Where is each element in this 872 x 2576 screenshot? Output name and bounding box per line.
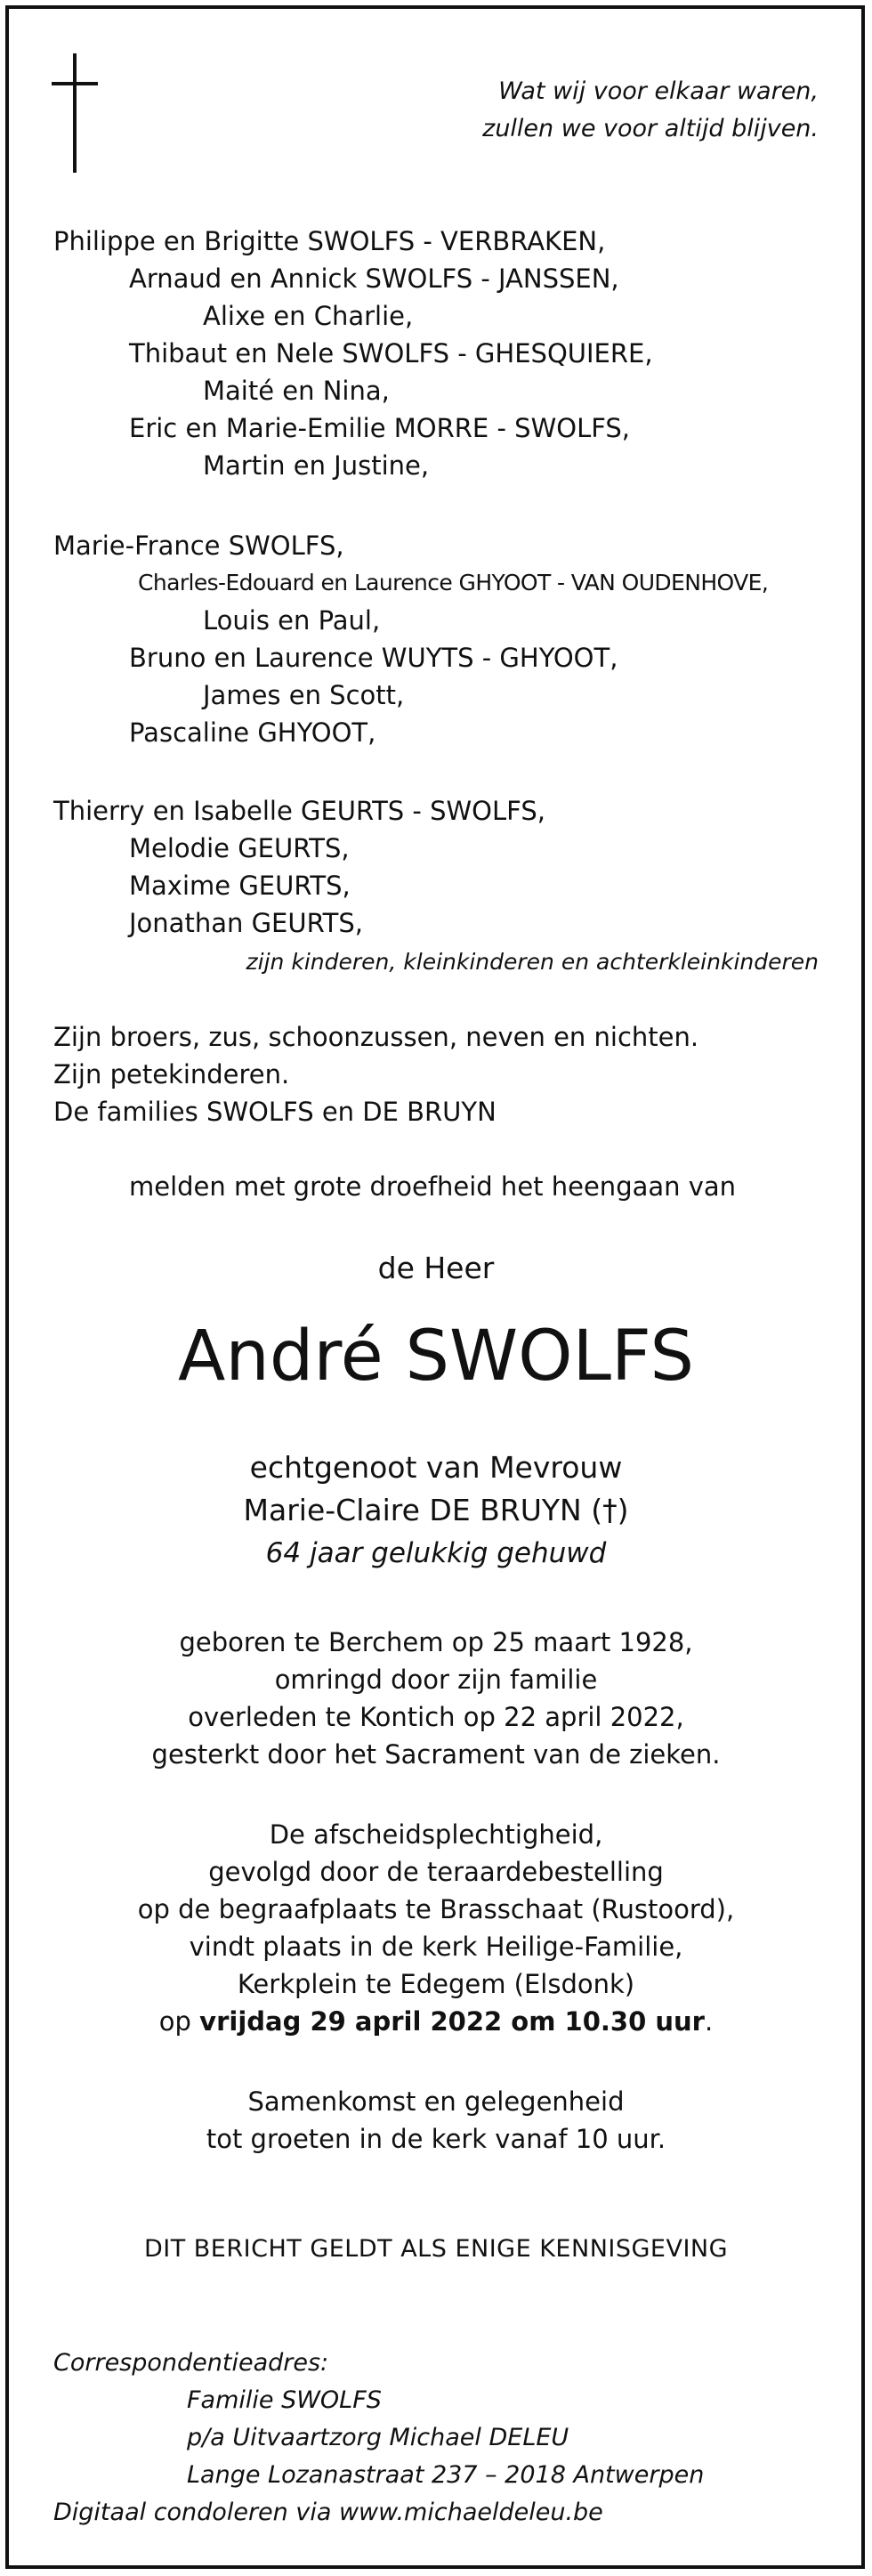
family-line: Melodie GEURTS, [129, 833, 350, 863]
family-line: Charles-Edouard en Laurence GHYOOT - VAN OUDENHOVE, [138, 570, 769, 595]
family-line: James en Scott, [203, 680, 405, 710]
family-line: Louis en Paul, [203, 605, 381, 636]
relatives-line: Zijn petekinderen. [53, 1059, 290, 1090]
spouse-name: Marie-Claire DE BRUYN (†) [243, 1493, 629, 1527]
family-line: Thierry en Isabelle GEURTS - SWOLFS, [53, 796, 545, 826]
family-line: Martin en Justine, [203, 450, 430, 481]
family-line: Thibaut en Nele SWOLFS - GHESQUIERE, [129, 338, 653, 369]
relatives-line: De families SWOLFS en DE BRUYN [53, 1097, 497, 1127]
date-prefix: op [158, 2006, 200, 2037]
family-line: Maxime GEURTS, [129, 871, 351, 901]
family-line: Marie-France SWOLFS, [53, 531, 344, 561]
notice: DIT BERICHT GELDT ALS ENIGE KENNISGEVING [143, 2235, 729, 2263]
motto-line: zullen we voor altijd blijven. [482, 115, 819, 142]
motto-line: Wat wij voor elkaar waren, [498, 77, 819, 105]
ceremony-line: Kerkplein te Edegem (Elsdonk) [237, 1969, 635, 1999]
motto [482, 73, 819, 148]
correspondence-line: Lange Lozanastraat 237 – 2018 Antwerpen [187, 2461, 705, 2489]
family-line: Eric en Marie-Emilie MORRE - SWOLFS, [129, 413, 631, 443]
spouse-line: echtgenoot van Mevrouw [249, 1450, 623, 1485]
ceremony-line: vindt plaats in de kerk Heilige-Familie, [189, 1932, 683, 1962]
family-line: Arnaud en Annick SWOLFS - JANSSEN, [129, 263, 619, 294]
deceased-name: André SWOLFS [178, 1316, 694, 1397]
family-line: Alixe en Charlie, [203, 301, 414, 331]
correspondence-line: Familie SWOLFS [187, 2386, 382, 2414]
ceremony-line: op de begraafplaats te Brasschaat (Rustoord), [137, 1894, 735, 1924]
relatives-line: Zijn broers, zus, schoonzussen, neven en nichten. [53, 1022, 699, 1052]
announcement: melden met grote droefheid het heengaan van [129, 1171, 737, 1202]
family-line: Philippe en Brigitte SWOLFS - VERBRAKEN, [53, 226, 606, 256]
ceremony-date: vrijdag 29 april 2022 om 10.30 uur [199, 2006, 705, 2037]
life-line: omringd door zijn familie [274, 1665, 598, 1695]
family-line: Maité en Nina, [203, 376, 390, 406]
title: de Heer [377, 1251, 495, 1285]
correspondence-line: p/a Uitvaartzorg Michael DELEU [187, 2424, 569, 2451]
ceremony-date-line [0, 2003, 872, 2040]
page-border [5, 5, 865, 2569]
family-line: Pascaline GHYOOT, [129, 717, 376, 748]
family-line: Jonathan GEURTS, [129, 908, 363, 938]
relation-note: zijn kinderen, kleinkinderen en achterkleinkinderen [246, 949, 819, 975]
life-line: overleden te Kontich op 22 april 2022, [188, 1702, 684, 1732]
gathering-line: tot groeten in de kerk vanaf 10 uur. [206, 2124, 666, 2154]
life-line: geboren te Berchem op 25 maart 1928, [179, 1627, 693, 1657]
condolence-link[interactable]: Digitaal condoleren via www.michaeldeleu.be [53, 2499, 603, 2526]
ceremony-line: De afscheidsplechtigheid, [269, 1819, 603, 1850]
correspondence-label: Correspondentieadres: [53, 2349, 329, 2377]
life-line: gesterkt door het Sacrament van de zieken. [151, 1739, 721, 1770]
married-years: 64 jaar gelukkig gehuwd [265, 1537, 607, 1569]
ceremony-line: gevolgd door de teraardebestelling [208, 1857, 664, 1887]
date-suffix: . [704, 2006, 714, 2037]
gathering-line: Samenkomst en gelegenheid [247, 2086, 625, 2117]
family-line: Bruno en Laurence WUYTS - GHYOOT, [129, 643, 618, 673]
